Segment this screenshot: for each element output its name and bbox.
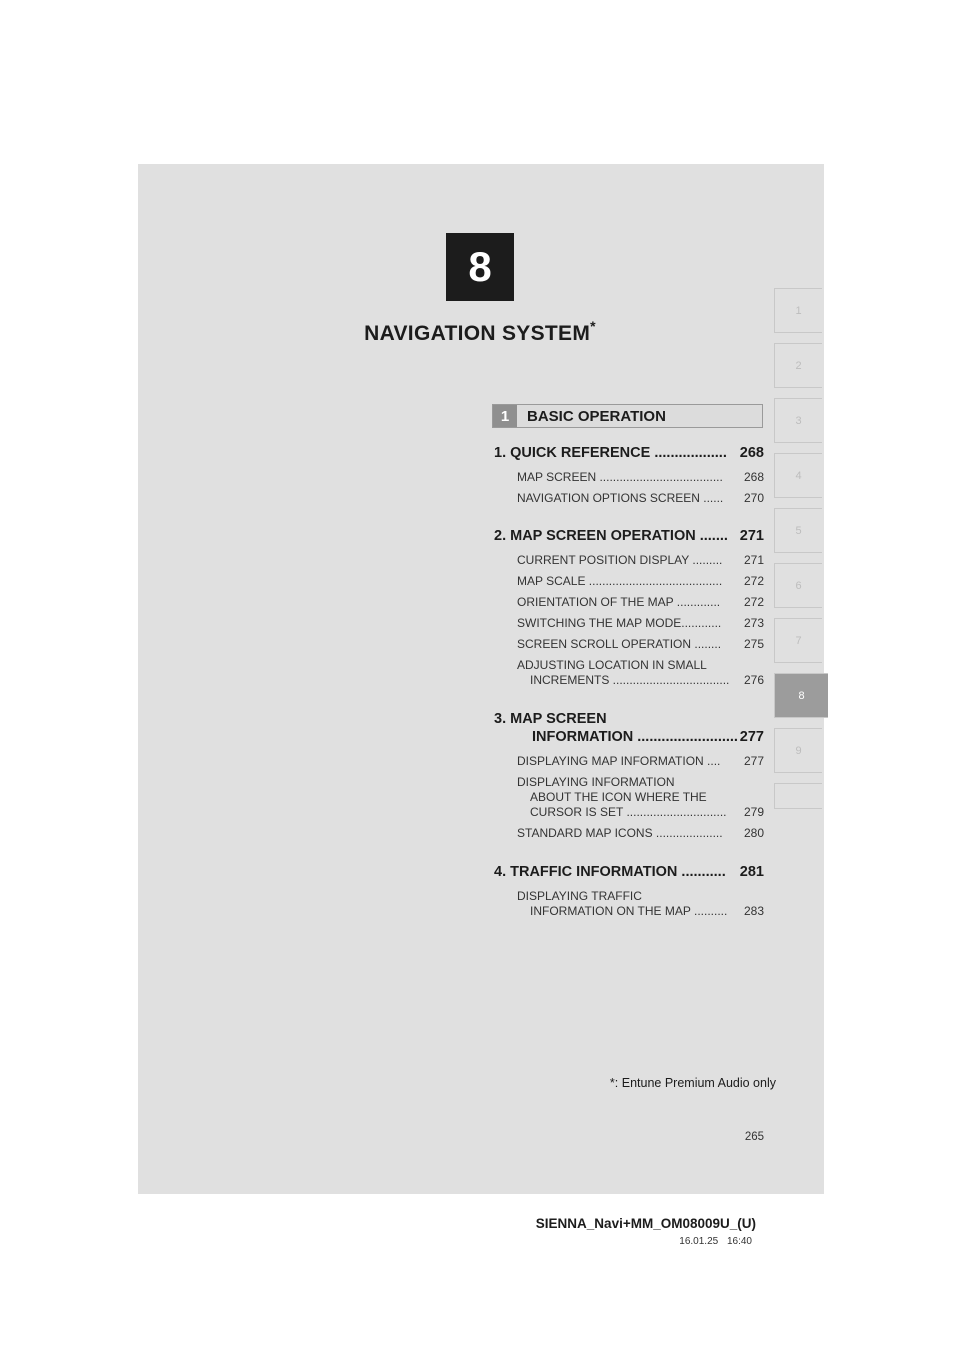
file-id: SIENNA_Navi+MM_OM08009U_(U) (535, 1216, 756, 1231)
toc-item-adjusting-location[interactable]: ADJUSTING LOCATION IN SMALL INCREMENTS ................................... 276 (517, 658, 764, 687)
toc-item-map-scale[interactable]: MAP SCALE ........................................ 272 (517, 574, 764, 588)
chapter-title (280, 318, 680, 346)
tab-8[interactable]: 8 (774, 673, 828, 718)
timestamp: 16.01.25 16:40 (679, 1236, 752, 1247)
footnote: *: Entune Premium Audio only (609, 1076, 776, 1090)
page-ref: 276 (743, 673, 764, 687)
tab-7[interactable]: 7 (774, 618, 822, 663)
chapter-number: 8 (468, 243, 492, 290)
tab-blank (774, 783, 822, 809)
tab-6[interactable]: 6 (774, 563, 822, 608)
toc-item-switching-the-map-mode[interactable]: SWITCHING THE MAP MODE............ 273 (517, 616, 764, 630)
chapter-title-text: NAVIGATION SYSTEM (364, 322, 591, 345)
toc-item-map-screen[interactable]: MAP SCREEN ..................................... 268 (517, 470, 764, 484)
tab-1[interactable]: 1 (774, 288, 822, 333)
page-ref: 268 (743, 470, 764, 484)
page-ref: 283 (743, 904, 764, 918)
page-ref: 275 (743, 637, 764, 651)
page-ref: 272 (743, 574, 764, 588)
table-of-contents (490, 444, 764, 919)
toc-item-displaying-icon-information[interactable]: DISPLAYING INFORMATION ABOUT THE ICON WHERE THE CURSOR IS SET .............................. 279 (517, 775, 764, 819)
page-ref: 281 (739, 864, 764, 880)
toc-item-navigation-options-screen[interactable]: NAVIGATION OPTIONS SCREEN ...... 270 (517, 491, 764, 505)
toc-item-screen-scroll-operation[interactable]: SCREEN SCROLL OPERATION ........ 275 (517, 637, 764, 651)
page-ref: 273 (743, 616, 764, 630)
section-number: 1 (493, 405, 517, 427)
section-title: BASIC OPERATION (527, 407, 666, 425)
chapter-number-box (446, 233, 514, 301)
page-ref: 268 (739, 445, 764, 461)
page-number: 265 (744, 1131, 764, 1143)
page-ref: 277 (743, 754, 764, 768)
page-ref: 277 (739, 729, 764, 745)
page-ref: 280 (743, 826, 764, 840)
page-ref: 272 (743, 595, 764, 609)
tab-2[interactable]: 2 (774, 343, 822, 388)
toc-item-orientation-of-the-map[interactable]: ORIENTATION OF THE MAP ............. 272 (517, 595, 764, 609)
toc-entry-quick-reference[interactable]: 1. QUICK REFERENCE .................. 268 (494, 445, 764, 461)
tab-5[interactable]: 5 (774, 508, 822, 553)
page-ref: 271 (739, 528, 764, 544)
tab-3[interactable]: 3 (774, 398, 822, 443)
tab-4[interactable]: 4 (774, 453, 822, 498)
page-ref: 271 (743, 553, 764, 567)
page-ref: 270 (743, 491, 764, 505)
toc-item-displaying-map-information[interactable]: DISPLAYING MAP INFORMATION .... 277 (517, 754, 764, 768)
toc-item-standard-map-icons[interactable]: STANDARD MAP ICONS .................... 280 (517, 826, 764, 840)
toc-entry-map-screen-operation[interactable]: 2. MAP SCREEN OPERATION ....... 271 (494, 528, 764, 544)
tab-9[interactable]: 9 (774, 728, 822, 773)
section-header (492, 404, 763, 428)
chapter-title-mark: * (590, 318, 596, 334)
toc-entry-map-screen-information[interactable]: 3. MAP SCREEN INFORMATION ......................... 277 (494, 711, 764, 745)
toc-entry-traffic-information[interactable]: 4. TRAFFIC INFORMATION ........... 281 (494, 864, 764, 880)
page-ref: 279 (743, 805, 764, 819)
toc-item-current-position-display[interactable]: CURRENT POSITION DISPLAY ......... 271 (517, 553, 764, 567)
toc-item-displaying-traffic-information[interactable]: DISPLAYING TRAFFIC INFORMATION ON THE MAP .......... 283 (517, 889, 764, 918)
